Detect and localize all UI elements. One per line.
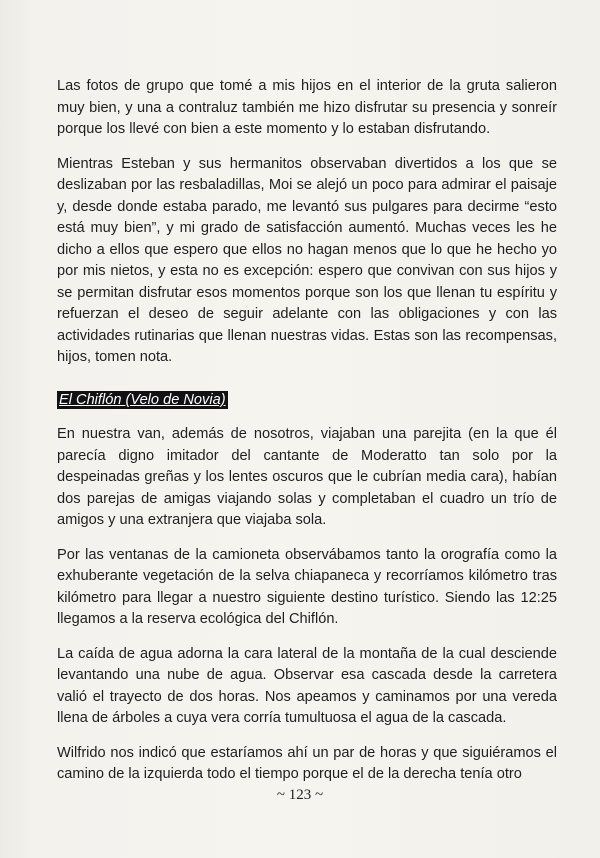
paragraph: La caída de agua adorna la cara lateral de la montaña de la cual desciende levantando una nube de agua. Observar esa cascada desde la carretera valió el trayecto de dos horas. Nos apeamos y caminamos por una vereda llena de árboles a cuya vera corría tumultuosa el agua de la cascada. <box>57 645 557 726</box>
section-2-text <box>57 424 557 799</box>
paragraph: En nuestra van, además de nosotros, viajaban una parejita (en la que él parecía digno imitador del cantante de Moderatto tan solo por la despeinadas greñas y los lentes oscuros que le cubrían media cara), habían dos parejas de amigas viajando solas y completaban el cuadro un trío de amigos y una extranjera que viajaba sola. <box>57 426 557 528</box>
paragraph: Las fotos de grupo que tomé a mis hijos en el interior de la gruta salieron muy bien, y una a contraluz también me hizo disfrutar su presencia y sonreír porque los llevé con bien a este momento y lo estaban disfrutando. <box>57 78 557 137</box>
paragraph: Mientras Esteban y sus hermanitos observaban divertidos a los que se deslizaban por las resbaladillas, Moi se alejó un poco para admirar el paisaje y, desde donde estaba parado, me levantó sus pulgares para decirme “esto está muy bien”, y mi grado de satisfacción aumentó. Muchas veces les he dicho a ellos que espero que ellos no hagan menos que lo que he hecho yo por mis nietos, y esta no es excepción: espero que convivan con sus hijos y se permitan disfrutar esos momentos porque son los que llenan tu espíritu y refuerzan el deseo de seguir adelante con las obligaciones y con las actividades rutinarias que llenan nuestras vidas. Estas son las recompensas, hijos, tomen nota. <box>57 155 557 365</box>
section-1-text <box>57 76 557 382</box>
page-number: ~ 123 ~ <box>276 787 324 803</box>
section-heading: El Chiflón (Velo de Novia) <box>59 392 226 408</box>
paragraph: Wilfrido nos indicó que estaríamos ahí un par de horas y que siguiéramos el camino de la izquierda todo el tiempo porque el de la derecha tenía otro <box>57 744 557 782</box>
paragraph: Por las ventanas de la camioneta observábamos tanto la orografía como la exhuberante vegetación de la selva chiapaneca y recorríamos kilómetro tras kilómetro para llegar a nuestro siguiente destino turístico. Siendo las 12:25 llegamos a la reserva ecológica del Chiflón. <box>57 546 557 627</box>
